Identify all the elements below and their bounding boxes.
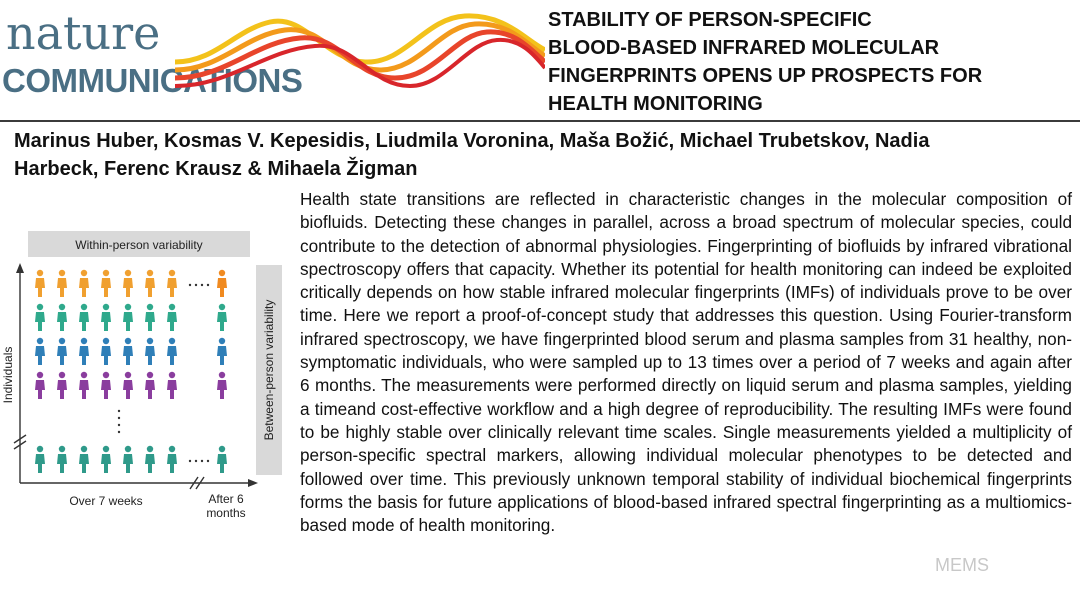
person-icon	[35, 338, 45, 365]
person-icon	[101, 372, 111, 399]
person-icon	[123, 446, 133, 473]
ellipsis-dot	[118, 417, 120, 419]
person-icon	[79, 304, 89, 331]
x-axis-label: Over 7 weeks	[69, 494, 143, 508]
y-axis-arrow	[16, 263, 24, 273]
person-icon	[35, 372, 45, 399]
person-icon	[145, 372, 155, 399]
person-icon	[217, 270, 227, 297]
person-icon	[35, 304, 45, 331]
person-icon	[167, 338, 177, 365]
person-icon	[123, 338, 133, 365]
study-design-figure	[0, 225, 290, 525]
ellipsis-dot	[195, 284, 197, 286]
after-label: After 6	[208, 492, 244, 506]
person-icon	[123, 304, 133, 331]
person-icon	[167, 446, 177, 473]
person-icon	[79, 338, 89, 365]
person-icon	[101, 446, 111, 473]
person-icon	[57, 270, 67, 297]
logo-wave-graphic	[175, 0, 545, 110]
journal-logo-communications: COMMUNICATIONS	[2, 62, 303, 99]
person-icon	[79, 270, 89, 297]
title-line: BLOOD-BASED INFRARED MOLECULAR	[548, 37, 940, 59]
person-icon	[79, 372, 89, 399]
person-icon	[57, 304, 67, 331]
ellipsis-dot	[118, 410, 120, 412]
title-line: FINGERPRINTS OPENS UP PROSPECTS FOR	[548, 65, 983, 87]
person-icon	[57, 372, 67, 399]
person-icon	[123, 372, 133, 399]
person-icon	[145, 338, 155, 365]
title-line: HEALTH MONITORING	[548, 93, 763, 115]
person-icon	[101, 270, 111, 297]
person-icon	[167, 270, 177, 297]
ellipsis-dot	[201, 284, 203, 286]
between-person-label: Between-person variability	[262, 299, 276, 441]
ellipsis-dot	[189, 460, 191, 462]
person-icon	[57, 338, 67, 365]
ellipsis-dot	[207, 460, 209, 462]
author-list	[14, 127, 1074, 183]
author-line: Harbeck, Ferenc Krausz & Mihaela Žigman	[14, 158, 418, 180]
person-icon	[217, 446, 227, 473]
person-icon	[145, 270, 155, 297]
x-axis-arrow	[248, 479, 258, 487]
journal-logo-nature: nature	[6, 6, 161, 60]
after-label: months	[206, 506, 246, 520]
person-icon	[101, 338, 111, 365]
paper-title	[548, 6, 1078, 118]
person-icon	[35, 446, 45, 473]
y-axis-label: Individuals	[1, 346, 15, 404]
title-line: STABILITY OF PERSON-SPECIFIC	[548, 9, 872, 31]
watermark: MEMS	[935, 555, 989, 575]
person-icon	[123, 270, 133, 297]
person-icon	[101, 304, 111, 331]
person-icon	[145, 304, 155, 331]
author-line: Marinus Huber, Kosmas V. Kepesidis, Liudmila Voronina, Maša Božić, Michael Trubetskov, Nadia	[14, 130, 930, 152]
people-grid	[35, 270, 227, 473]
header-divider	[0, 120, 1080, 122]
person-icon	[217, 338, 227, 365]
person-icon	[167, 304, 177, 331]
ellipsis-dot	[201, 460, 203, 462]
person-icon	[57, 446, 67, 473]
person-icon	[145, 446, 155, 473]
within-person-label: Within-person variability	[75, 238, 203, 252]
ellipsis-dot	[189, 284, 191, 286]
ellipsis-dot	[118, 431, 120, 433]
person-icon	[35, 270, 45, 297]
person-icon	[217, 372, 227, 399]
ellipsis-dot	[207, 284, 209, 286]
person-icon	[79, 446, 89, 473]
ellipsis-dot	[195, 460, 197, 462]
ellipsis-dot	[118, 424, 120, 426]
abstract-text: Health state transitions are reflected in characteristic changes in the molecular composition of biofluids. Detecting these changes in parallel, across a broad spectrum of molecular species, could contribute to the detection of abnormal physiologies. Fingerprinting of biofluids by infrared vibrational spectroscopy offers that capacity. Whether its potential for health monitoring can indeed be exploited critically depends on how stable infrared molecular fingerprints (IMFs) of individuals prove to be over time. Here we report a proof-of-concept study that addresses this question. Using Fourier-transform infrared spectroscopy, we have fingerprinted blood serum and plasma samples from 31 healthy, non-symptomatic individuals, who were sampled up to 13 times over a period of 7 weeks and again after 6 months. The measurements were performed directly on liquid serum and plasma samples, yielding a timeand cost-effective workflow and a high degree of reproducibility. The resulting IMFs were found to be highly stable over clinically relevant time scales. Single measurements yielded a multiplicity of person-specific spectral markers, allowing individual molecular phenotypes to be detected and followed over time. This previously unknown temporal stability of individual biochemical fingerprints forms the basis for future applications of blood-based infrared spectral fingerprinting as a multiomics-based mode of health monitoring.	[300, 189, 1072, 536]
person-icon	[217, 304, 227, 331]
person-icon	[167, 372, 177, 399]
